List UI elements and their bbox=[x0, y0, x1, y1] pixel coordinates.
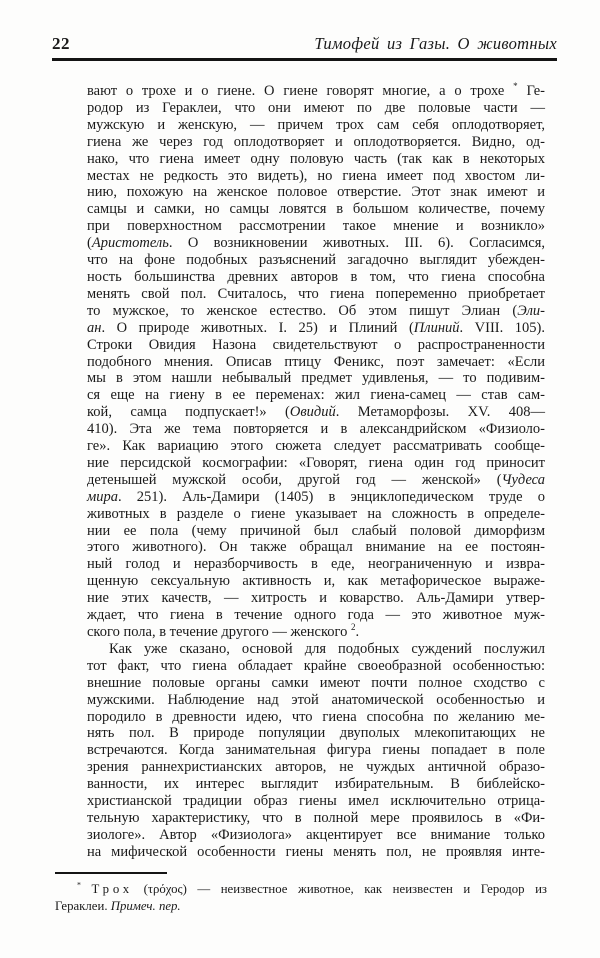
text-line: Гераклеи. Примеч. пер. bbox=[55, 899, 181, 913]
text-line: гиена же через год оплодотворяет и оплодотворяется. Видно, од- bbox=[87, 133, 545, 150]
text-line: ние персидской космографии: «Говорят, гиена один год приносит bbox=[87, 454, 545, 471]
text-line: ванности, их интерес выглядит избирательным. В библейско- bbox=[87, 776, 545, 793]
text-line: ждает, что гиена в течение одного года — это животное муж- bbox=[87, 607, 545, 624]
text-line: ние этих качеств, — хитрость и коварство. Аль-Дамири утвер- bbox=[87, 590, 545, 607]
text-line: нии ее пола (чему причиной был слабый половой диморфизм bbox=[87, 522, 545, 539]
page-header bbox=[52, 34, 557, 61]
text-line: мужскую и женскую, — причем трох сам себя оплодотворяет, bbox=[87, 116, 545, 133]
text-line: внешние половые органы самки имеют почти полное сходство с bbox=[87, 674, 545, 691]
text-line: при поверхностном рассмотрении такое мнение и возникло» bbox=[87, 218, 545, 235]
text-line: ность большинства древних авторов в том, что гиена способна bbox=[87, 268, 545, 285]
text-line: подобного мнения. Описав птицу Феникс, поэт замечает: «Если bbox=[87, 353, 545, 370]
text-line: нако, что гиена имеет одну половую часть (так как в некоторых bbox=[87, 150, 545, 167]
text-line: самцы и самки, но самцы ловятся в большом количестве, почему bbox=[87, 201, 545, 218]
text-line: ный голод и неразборчивость в еде, неограниченную и извра- bbox=[87, 556, 545, 573]
body-text bbox=[87, 83, 545, 861]
text-line: нию, похожую на женское половое отверстие. Этот знак имеют и bbox=[87, 184, 545, 201]
text-line: животных в разделе о гиене указывает на сложность в определе- bbox=[87, 505, 545, 522]
text-line: кой, самца подпускает!» (Овидий. Метаморфозы. XV. 408— bbox=[87, 404, 545, 421]
text-line: ского пола, в течение другого — женского $^2$. bbox=[87, 622, 360, 640]
text-line: вают о трохе и о гиене. О гиене говорят многие, а о трохе * Ге- bbox=[87, 81, 545, 99]
text-line: родор из Гераклеи, что они имеют по две половые части — bbox=[87, 99, 545, 116]
text-line: тельную характеристику, что в полной мере проявилось в «Фи- bbox=[87, 809, 545, 826]
text-line: Как уже сказано, основой для подобных суждений послужил bbox=[109, 640, 545, 657]
text-line: мира. 251). Аль-Дамири (1405) в энциклопедическом труде о bbox=[87, 488, 545, 505]
text-line: * Трох (τρόχος) — неизвестное животное, как неизвестен и Геродор из bbox=[77, 880, 547, 896]
running-title: Тимофей из Газы. О животных bbox=[314, 34, 557, 53]
text-line: породило в древности идею, что гиена способна по желанию ме- bbox=[87, 708, 545, 725]
text-line: христианской традиции образ гиены имел исключительно отрица- bbox=[87, 793, 545, 810]
footnote-rule bbox=[55, 872, 167, 874]
footnote bbox=[55, 881, 547, 915]
text-line: что на фоне подобных разъяснений загадочно выглядит убежден- bbox=[87, 252, 545, 269]
text-line: ся еще на гиену в ее переменах: жил гиена-самец — став сам- bbox=[87, 387, 545, 404]
text-line: тот факт, что гиена обладает крайне своеобразной особенностью: bbox=[87, 657, 545, 674]
text-line: менять свой пол. Считалось, что гиена попеременно приобретает bbox=[87, 285, 545, 302]
text-line: ан. О природе животных. I. 25) и Плиний (Плиний. VIII. 105). bbox=[87, 319, 545, 336]
text-line: (Аристотель. О возникновении животных. III. 6). Согласимся, bbox=[87, 235, 545, 252]
text-line: щенную сексуальную активность и, как метафорическое выраже- bbox=[87, 573, 545, 590]
text-line: Строки Овидия Назона свидетельствуют о распространенности bbox=[87, 336, 545, 353]
text-line: 410). Эта же тема повторяется и в александрийском «Физиоло- bbox=[87, 421, 545, 438]
text-line: на мифической особенности гиены менять пол, не проявляя инте- bbox=[87, 843, 545, 860]
text-line: ге». Как вариацию этого сюжета следует рассматривать сообще- bbox=[87, 438, 545, 455]
text-line: зрения раннехристианских авторов, не чуждых античной образо- bbox=[87, 759, 545, 776]
text-line: нять пол. В природе популяции двуполых млекопитающих не bbox=[87, 725, 545, 742]
text-line: зиологе». Автор «Физиолога» акцентирует все внимание только bbox=[87, 826, 545, 843]
text-line: этого животного). Он также обращал внимание на ее постоян- bbox=[87, 539, 545, 556]
text-line: встречаются. Когда занимательная фигура гиены попадает в поле bbox=[87, 742, 545, 759]
text-line: местах не редкость это видеть), но гиена имеет под хвостом ли- bbox=[87, 167, 545, 184]
text-line: мы в этом нашли небывалый предмет удивленья, — то подивим- bbox=[87, 370, 545, 387]
text-line: мужскими. Наблюдение над этой анатомической особенностью и bbox=[87, 691, 545, 708]
text-line: то мужское, то женское естество. Об этом пишут Элиан (Эли- bbox=[87, 302, 545, 319]
page-number: 22 bbox=[52, 34, 70, 53]
text-line: детенышей мужской особи, другой год — женской» (Чудеса bbox=[87, 471, 545, 488]
